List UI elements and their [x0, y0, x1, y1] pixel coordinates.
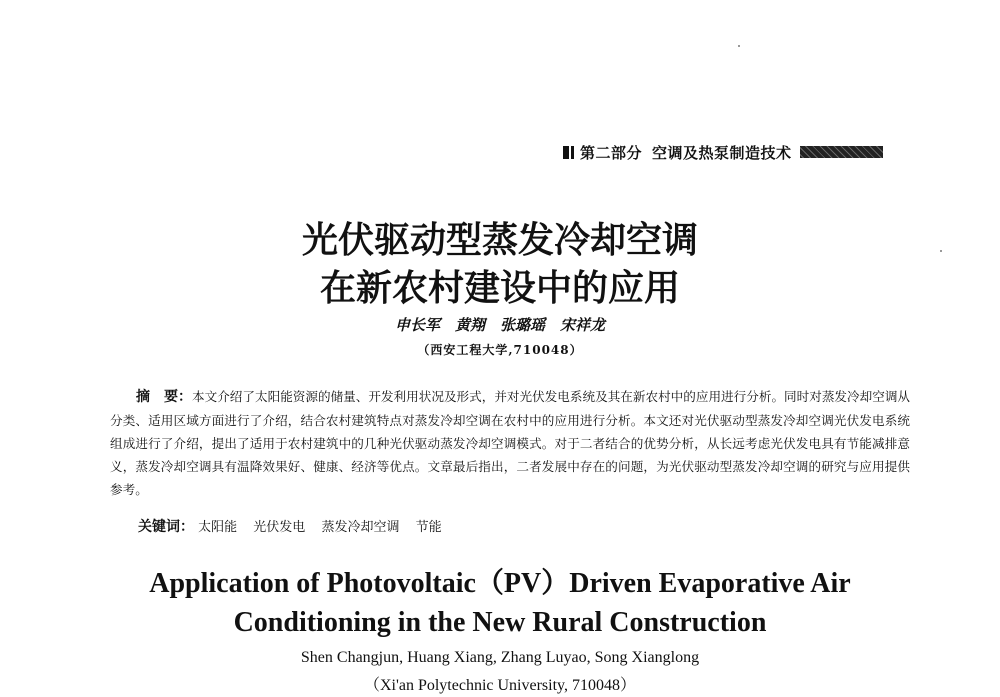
header-marker-icon: [563, 146, 569, 159]
abstract-text: 本文介绍了太阳能资源的储量、开发利用状况及形式，并对光伏发电系统及其在新农村中的应用进行分析。同时对蒸发冷却空调从分类、适用区域方面进行了介绍，结合农村建筑特点对蒸发冷却空调在农村中的应用进行分析。本文还对光伏驱动型蒸发冷却空调光伏发电系统组成进行了介绍，提出了适用于农村建筑中的几种光伏驱动蒸发冷却空调模式。对于二者结合的优势分析，从长远考虑光伏发电具有节能减排意义，蒸发冷却空调具有温降效果好、健康、经济等优点。文章最后指出，二者发展中存在的问题，为光伏驱动型蒸发冷却空调的研究与应用提供参考。: [110, 389, 911, 497]
keyword-item: 蒸发冷却空调: [321, 520, 400, 535]
scan-speck: [940, 250, 942, 252]
section-label: 第二部分: [580, 143, 643, 162]
keywords: [138, 516, 454, 536]
abstract-label: 摘 要：: [136, 389, 193, 405]
scan-speck: [738, 45, 740, 47]
title-cn-line1: 光伏驱动型蒸发冷却空调: [301, 219, 698, 261]
authors-en: Shen Changjun, Huang Xiang, Zhang Luyao, Song Xianglong: [300, 649, 700, 666]
section-topic: 空调及热泵制造技术: [652, 143, 792, 162]
title-en-line1: Application of Photovoltaic（PV）Driven Evaporative Air: [149, 568, 851, 599]
affiliation-en: （Xi'an Polytechnic University, 710048）: [363, 677, 637, 694]
keyword-item: 光伏发电: [253, 520, 306, 535]
authors-cn: 申长军 黄翔 张璐瑶 宋祥龙: [394, 316, 605, 334]
section-header: [563, 141, 903, 163]
title-en-line2: Conditioning in the New Rural Construction: [233, 607, 767, 638]
affiliation-cn: （西安工程大学,710048）: [417, 343, 583, 357]
header-marker-icon-small: [571, 146, 574, 159]
keyword-item: 节能: [415, 520, 442, 535]
keywords-label: 关键词：: [138, 519, 194, 535]
keyword-item: 太阳能: [198, 520, 238, 535]
header-pattern-decoration: [800, 146, 883, 158]
abstract: [110, 385, 910, 501]
title-cn-line2: 在新农村建设中的应用: [319, 267, 680, 309]
